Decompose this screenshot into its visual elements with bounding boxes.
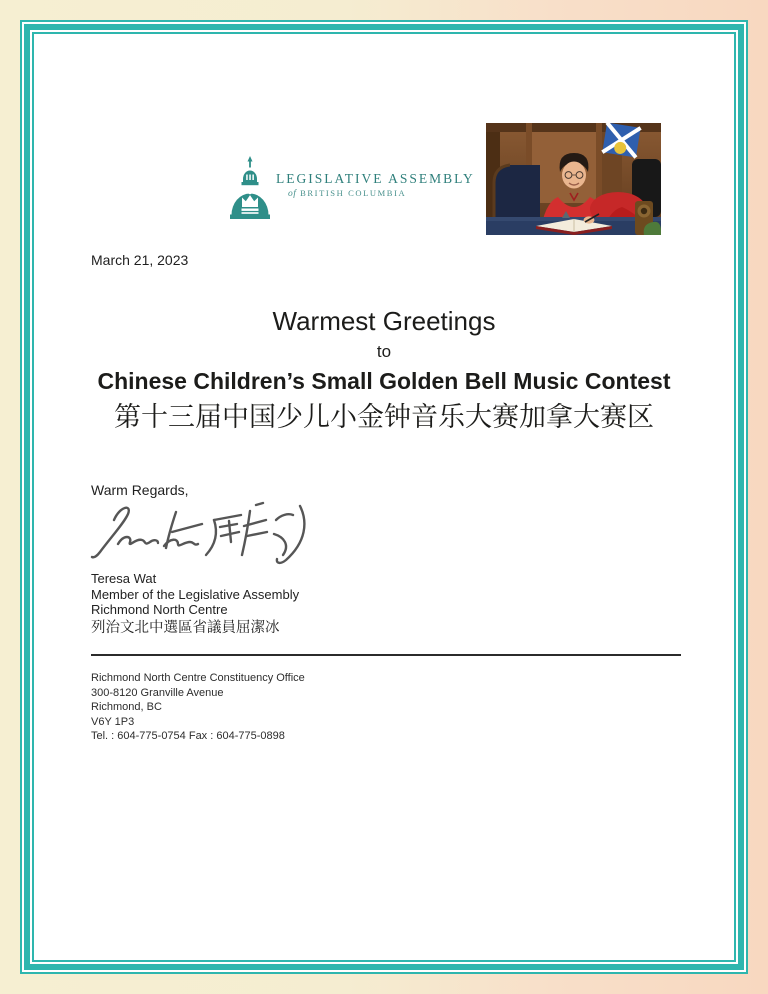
signer-riding: Richmond North Centre — [91, 602, 228, 617]
photo-teresa-wat — [486, 123, 661, 235]
logo-wordmark-line1: LEGISLATIVE ASSEMBLY — [276, 171, 475, 186]
certificate-page — [32, 32, 736, 962]
certificate-frame — [20, 20, 748, 974]
certificate-frame-middle — [24, 24, 744, 970]
office-name: Richmond North Centre Constituency Office — [91, 672, 305, 684]
photo-illustration — [486, 123, 661, 235]
signature-image — [84, 498, 339, 575]
signer-title: Member of the Legislative Assembly — [91, 586, 300, 602]
bc-legislature-logo — [230, 155, 475, 221]
recipient-name-zh: 第十三届中国少儿小金钟音乐大赛加拿大赛区 — [114, 402, 654, 432]
office-postal-code: V6Y 1P3 — [91, 715, 135, 728]
office-phone-fax: Tel. : 604-775-0754 Fax : 604-775-0898 — [91, 730, 285, 742]
greeting-to: to — [376, 342, 392, 361]
letter-date: March 21, 2023 — [91, 252, 189, 268]
logo-wordmark — [276, 171, 475, 199]
office-address-line1: 300-8120 Granville Avenue — [91, 686, 224, 699]
parliament-dome-icon — [230, 155, 270, 221]
office-address-line2: Richmond, BC — [91, 701, 162, 713]
signer-block — [91, 571, 299, 637]
bc-flag — [602, 123, 640, 158]
signer-name: Teresa Wat — [91, 571, 157, 586]
greeting-heading — [34, 303, 734, 437]
closing-text: Warm Regards, — [91, 482, 189, 498]
recipient-name-en: Chinese Children’s Small Golden Bell Music Contest — [97, 368, 671, 394]
constituency-office-block — [91, 671, 305, 744]
greeting-title: Warmest Greetings — [272, 306, 496, 336]
logo-wordmark-line2: of BRITISH COLUMBIA — [288, 188, 407, 199]
footer-divider-line — [91, 654, 681, 656]
logo-of-text: of — [288, 189, 297, 199]
signer-title-zh: 列治文北中選區省議員屈潔冰 — [91, 619, 280, 636]
